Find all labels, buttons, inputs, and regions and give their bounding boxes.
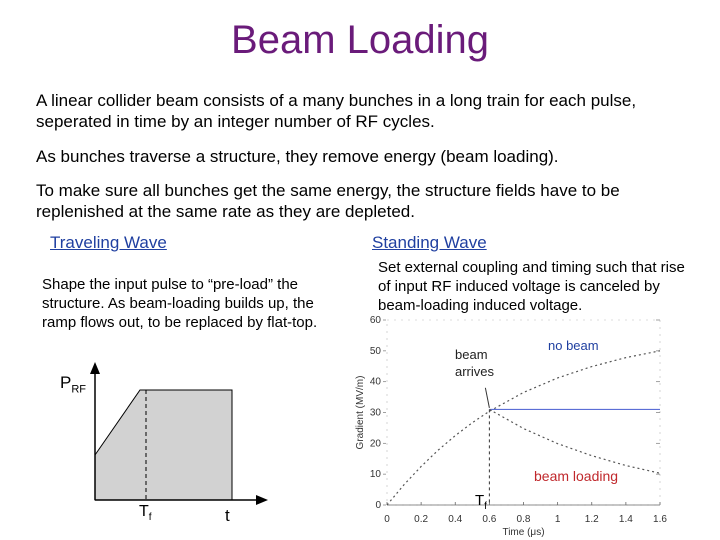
traveling-wave-description: Shape the input pulse to “pre-load” the structure. As beam-loading builds up, the ramp flows out, to be replaced by flat-top. [42, 276, 318, 331]
x-tick-label: 0 [384, 514, 390, 525]
paragraph-beam-loading: As bunches traverse a structure, they remove energy (beam loading). [36, 147, 559, 166]
beam-arrival-arrow [485, 388, 489, 408]
series-beam-loading [489, 409, 660, 473]
no-beam-annotation: no beam [548, 338, 599, 353]
chart-frame [387, 320, 660, 505]
y-tick-label: 30 [369, 407, 381, 419]
x-tick-label: 1.2 [584, 514, 599, 525]
paragraph-replenish: To make sure all bunches get the same energy, the structure fields have to be replenished at the same rate as they are depleted. [36, 181, 620, 221]
paragraph-bunch-train: A linear collider beam consists of a many bunches in a long train for each pulse, seperated in time by an integer number of RF cycles. [36, 91, 637, 131]
series-unloaded-rise [387, 351, 660, 505]
y-axis-label: Gradient (MV/m) [355, 375, 366, 450]
fill-time-label: $T_f$ [139, 503, 152, 524]
x-tick-label: 0.8 [516, 514, 531, 525]
x-tick-label: 0.2 [414, 514, 429, 525]
time-axis-label: t [225, 506, 230, 525]
x-tick-label: 0.4 [448, 514, 463, 525]
standing-wave-heading[interactable]: Standing Wave [372, 233, 487, 252]
y-tick-label: 0 [375, 500, 381, 511]
prf-axis-label: $P_{RF}$ [60, 373, 87, 396]
beam-arrives-annotation: beam arrives [455, 347, 495, 379]
y-tick-label: 60 [369, 315, 381, 326]
y-tick-label: 20 [369, 438, 381, 450]
beam-loading-annotation: beam loading [534, 468, 619, 484]
x-tick-label: 1.6 [653, 514, 667, 525]
x-tick-label: 0.6 [482, 514, 497, 525]
page-title: Beam Loading [231, 18, 489, 62]
standing-wave-description: Set external coupling and timing such that rise of input RF induced voltage is canceled by beam-loading induced voltage. [378, 259, 685, 314]
y-tick-label: 10 [369, 469, 381, 481]
traveling-wave-heading[interactable]: Traveling Wave [50, 233, 167, 252]
y-tick-label: 40 [369, 376, 381, 388]
x-tick-label: 1.4 [618, 514, 633, 525]
x-tick-label: 1 [554, 514, 561, 525]
y-tick-label: 50 [369, 345, 381, 357]
chart-fill-time-label: $T_f$ [475, 492, 487, 512]
x-axis-label: Time (μs) [502, 527, 545, 538]
